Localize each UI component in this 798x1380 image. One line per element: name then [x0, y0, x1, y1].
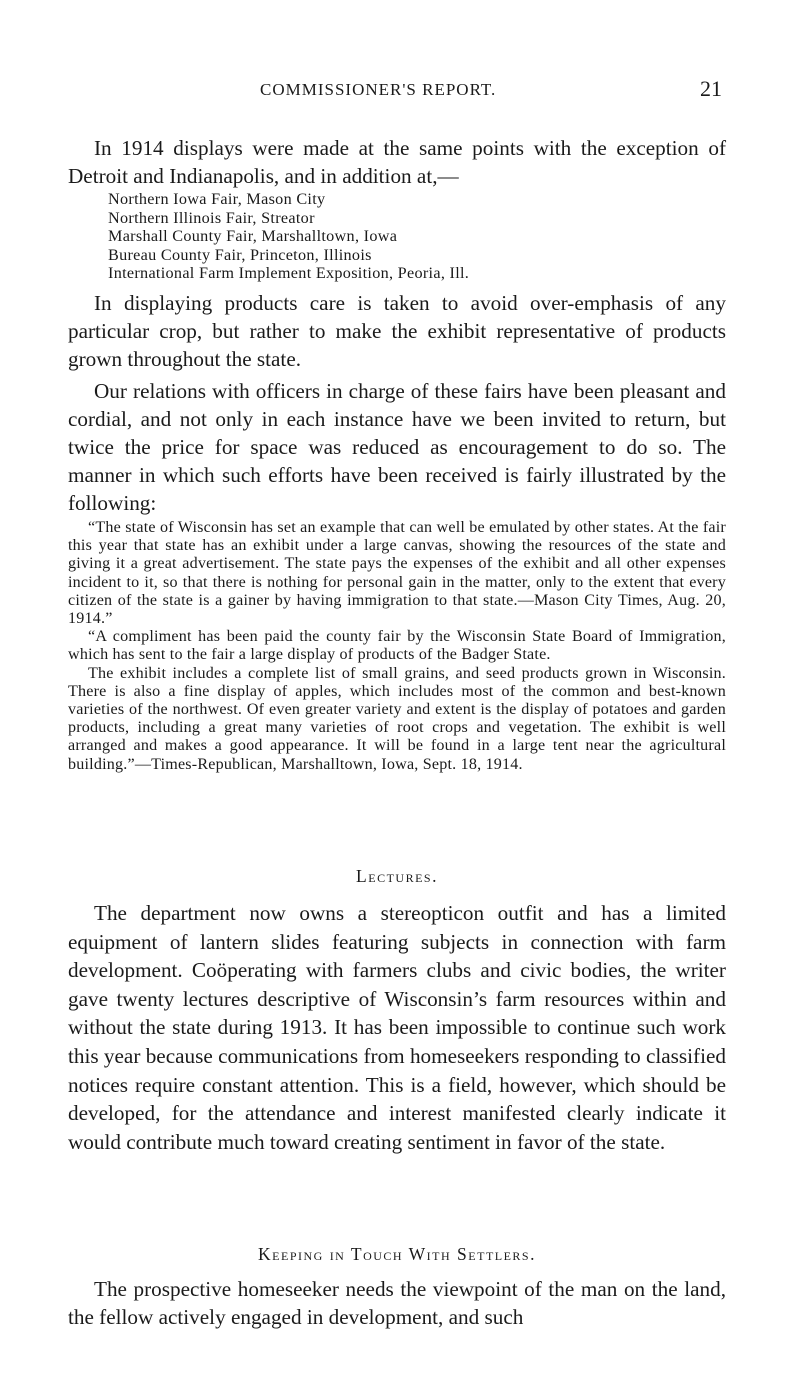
quote-exhibit-details: The exhibit includes a complete list of small grains, and seed products grown in Wisconsin. There is also a fine display of apples, which includes most of the common and best-known varieties of the northwest. Of even greater variety and extent is the display of potatoes and garden products, including a great many varieties of root crops and vegetation. The exhibit is well arranged and makes a good appearance. It will be found in a large tent near the agricultural building.”—Times-Republican, Marshalltown, Iowa, Sept. 18, 1914. — [68, 664, 726, 773]
body-text-lectures — [68, 866, 726, 1156]
fair-list-item: Northern Iowa Fair, Mason City — [108, 190, 326, 208]
heading-settlers: Keeping in Touch With Settlers. — [258, 1244, 536, 1264]
intro-paragraph: In 1914 displays were made at the same points with the exception of Detroit and Indianapolis, and in addition at,— — [68, 136, 726, 188]
fair-list-item: Bureau County Fair, Princeton, Illinois — [108, 245, 372, 264]
fair-list-item: Northern Illinois Fair, Streator — [108, 208, 315, 227]
fair-list — [68, 190, 726, 283]
paragraph-lectures: The department now owns a stereopticon outfit and has a limited equipment of lantern slides featuring subjects in connection with farm development. Coöperating with farmers clubs and civic bodies, the writer gave twenty lectures descriptive of Wisconsin’s farm resources within and without the state during 1913. It has been impossible to continue such work this year because communications from homeseekers responding to classified notices require constant attention. This is a field, however, which should be developed, for the attendance and interest manifested clearly indicate it would contribute much toward creating sentiment in favor of the state. — [68, 901, 726, 1154]
fair-list-item: International Farm Implement Exposition, Peoria, Ill. — [108, 264, 470, 283]
paragraph-relations: Our relations with officers in charge of these fairs have been pleasant and cordial, and not only in each instance have we been invited to return, but twice the price for space was reduced as encouragement to do so. The manner in which such efforts have been received is fairly illustrated by the following: — [68, 378, 726, 515]
fair-list-item: Marshall County Fair, Marshalltown, Iowa — [108, 227, 398, 246]
page-header — [0, 76, 798, 110]
running-head: COMMISSIONER'S REPORT. — [260, 80, 497, 99]
quote-compliment: “A compliment has been paid the county fair by the Wisconsin State Board of Immigration, which has sent to the fair a large display of products of the Badger State. — [68, 628, 726, 664]
paragraph-display-care: In displaying products care is taken to avoid over-emphasis of any particular crop, but rather to make the exhibit representative of products grown throughout the state. — [68, 290, 726, 371]
page-number: 21 — [700, 76, 722, 101]
body-text-top — [68, 134, 726, 774]
body-text-settlers — [68, 1244, 726, 1331]
paragraph-settlers: The prospective homeseeker needs the viewpoint of the man on the land, the fellow actively engaged in development, and such — [68, 1277, 726, 1329]
quote-mason-city-times: “The state of Wisconsin has set an example that can well be emulated by other states. At the fair this year that state has an exhibit under a large canvas, showing the resources of the state and giving it a great advertisement. The state pays the expenses of the exhibit and all other expenses incident to it, so that there is nothing for personal gain in the matter, only to the extent that every citizen of the state is a gainer by having immigration to that state.—Mason City Times, Aug. 20, 1914.” — [68, 518, 726, 627]
heading-lectures: Lectures. — [356, 866, 438, 886]
